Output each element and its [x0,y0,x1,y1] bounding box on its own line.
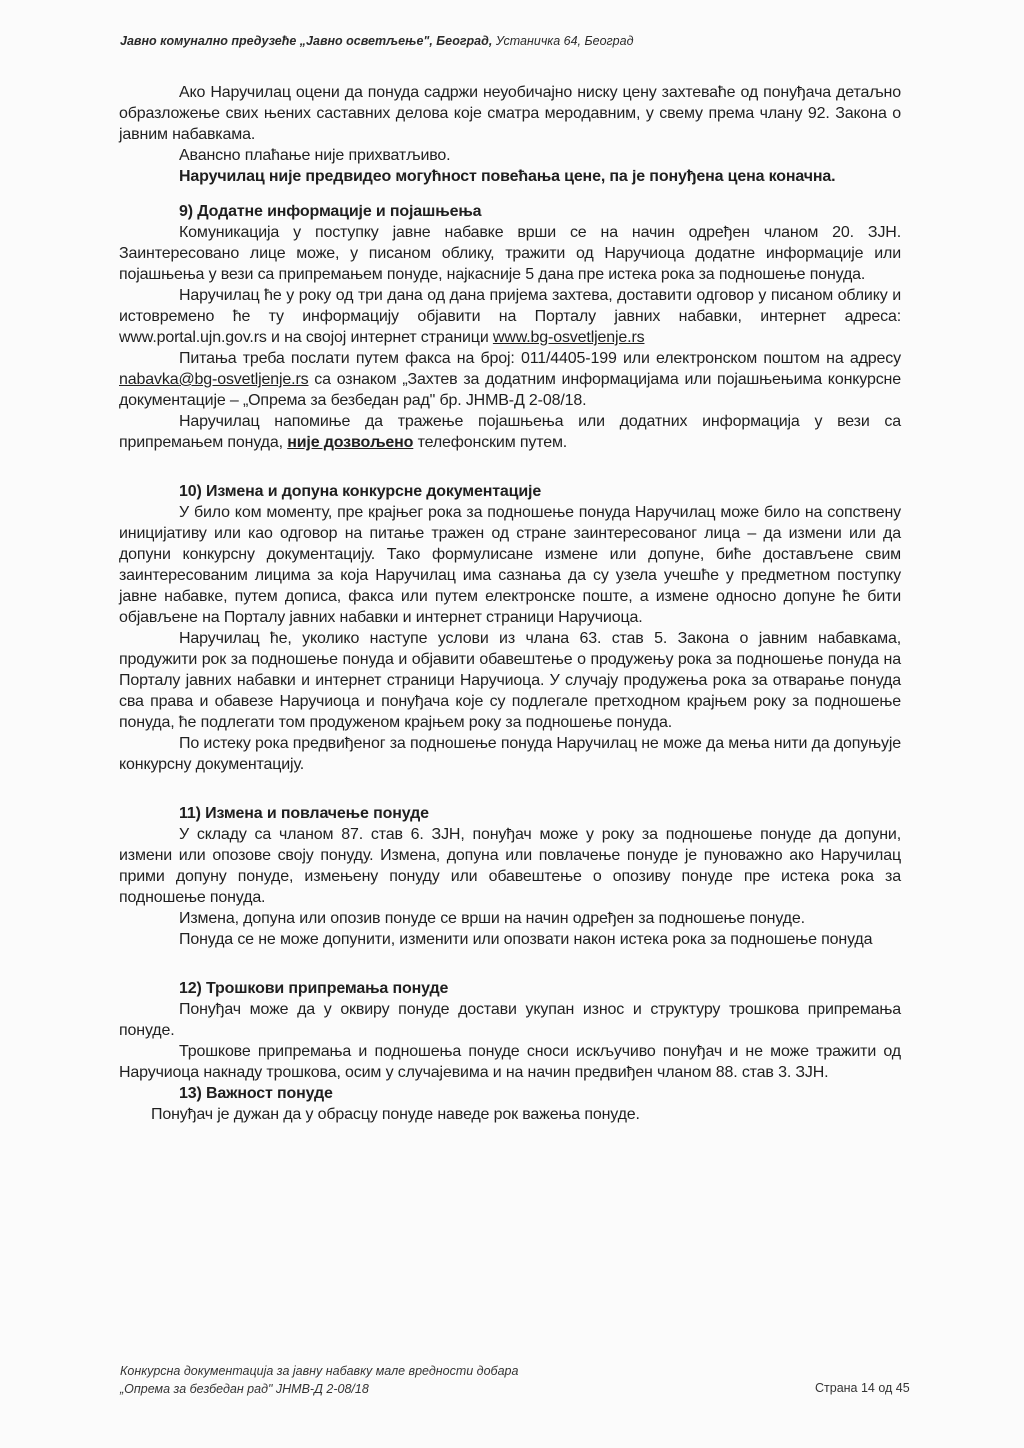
paragraph: Понуђач може да у оквиру понуде достави укупан износ и структуру трошкова припремања понуде. [119,1001,901,1039]
paragraph: Понуда се не може допунити, изменити или опозвати након истека рока за подношење понуда [179,931,873,948]
paragraph: Наручилац ће, уколико наступе услови из члана 63. став 5. Закона о јавним набавкама, продужити рок за подношење понуда и објавити обавештење о продужењу рока за подношење понуда на Порталу јавних набавки и интернет страници Наручиоца. У случају продужења рока за отварање понуда сва права и обавезе Наручиоца и понуђача које су подлегале претходном крајњем року за подношење понуда, ће подлегати том продуженом крајњем року за подношење понуда. [119,630,901,731]
section-heading-10: 10) Измена и допуна конкурсне документације [179,483,542,500]
website-link[interactable]: www.bg-osvetljenje.rs [492,329,645,346]
paragraph: У било ком моменту, пре крајњег рока за подношење понуда Наручилац може било на сопствену иницијативу или као одговор на питање тражен од стране заинтересованог лица – да измени или да допуни конкурсну документацију. Тако формулисане измене или допуне, биће достављене свим заинтересованим лицима за која Наручилац има сазнања да су узела учешће у предметном поступку јавне набавке, путем дописа, факса или путем електронске поште, а измене односно допуне ће бити објављене на Порталу јавних набавки и интернет страници Наручиоца. [119,504,901,626]
paragraph: Авансно плаћање није прихватљиво. [179,147,451,164]
paragraph: Комуникација у поступку јавне набавке врши се на начин одређен чланом 20. ЗЈН. Заинтересовано лице може, у писаном облику, тражити од Наручиоца додатне информације или појашњења у вези са припремањем понуде, најкасније 5 дана пре истека рока за подношење понуда. [119,224,901,283]
section-heading-9: 9) Додатне информације и појашњења [179,203,482,220]
paragraph: Трошкове припремања и подношења понуде сноси искључиво понуђач и не може тражити од Наручиоца накнаду трошкова, осим у случајевима и на начин предвиђен чланом 88. став 3. ЗЈН. [119,1043,901,1081]
paragraph: Понуђач је дужан да у обрасцу понуде наведе рок важења понуде. [151,1106,640,1123]
page-number: Страна 14 од 45 [815,1381,910,1395]
paragraph: Ако Наручилац оцени да понуда садржи неуобичајно ниску цену захтеваће од понуђача детаљно образложење свих њених саставних делова које сматра меродавним, у свему према члану 92. Закона о јавним набавкама. [119,84,901,143]
paragraph: Измена, допуна или опозив понуде се врши на начин одређен за подношење понуде. [179,910,805,927]
paragraph [119,285,901,348]
document-body [119,82,901,1125]
paragraph: У складу са чланом 87. став 6. ЗЈН, понуђач може у року за подношење понуде да допуни, измени или опозове своју понуду. Измена, допуна или повлачење понуде је пуноважно ако Наручилац прими допуну понуде, измењену понуду или обавештење о опозиву понуде пре истека рока за подношење понуда. [119,826,901,906]
paragraph-text: Наручилац ће у року од три дана од дана пријема захтева, доставити одговор у писаном облику и истовремено ће ту информацију објавити на Порталу јавних набавки, интернет адреса: www.portal.ujn.gov.rs и на својој интернет страници [119,287,901,346]
paragraph-bold: Наручилац није предвидео могућност повећања цене, па је понуђена цена коначна. [179,168,836,185]
paragraph-text: са ознаком „Захтев за додатним информацијама или појашњењима конкурсне документације – „Опрема за безбедан рад" бр. ЈНМВ-Д 2-08/18. [119,371,901,409]
section-heading-12: 12) Трошкови припремања понуде [179,980,449,997]
section-heading-11: 11) Измена и повлачење понуде [179,805,429,822]
paragraph: По истеку рока предвиђеног за подношење понуда Наручилац не може да мења нити да допуњује конкурсну документацију. [119,735,901,773]
section-heading-13: 13) Важност понуде [179,1085,333,1102]
header-organization: Јавно комунално предузеће „Јавно осветљење", Београд, [120,34,493,48]
page-footer [120,1362,518,1398]
paragraph [119,411,901,453]
paragraph [119,348,901,411]
page-header [120,34,634,48]
paragraph-text: Питања треба послати путем факса на број: 011/4405-199 или електронском поштом на адресу [179,350,901,367]
paragraph-text: телефонским путем. [413,434,568,451]
header-address: Устаничка 64, Београд [495,34,634,48]
footer-line: Конкурсна документација за јавну набавку мале вредности добара [120,1364,519,1378]
paragraph-text: Наручилац напомиње да тражење појашњења или додатних информација у вези са припремањем понуда, [119,413,901,451]
emphasis-text: није дозвољено [287,434,414,451]
footer-line: „Опрема за безбедан рад" ЈНМВ-Д 2-08/18 [120,1382,369,1396]
email-link[interactable]: nabavka@bg-osvetljenje.rs [119,371,309,388]
